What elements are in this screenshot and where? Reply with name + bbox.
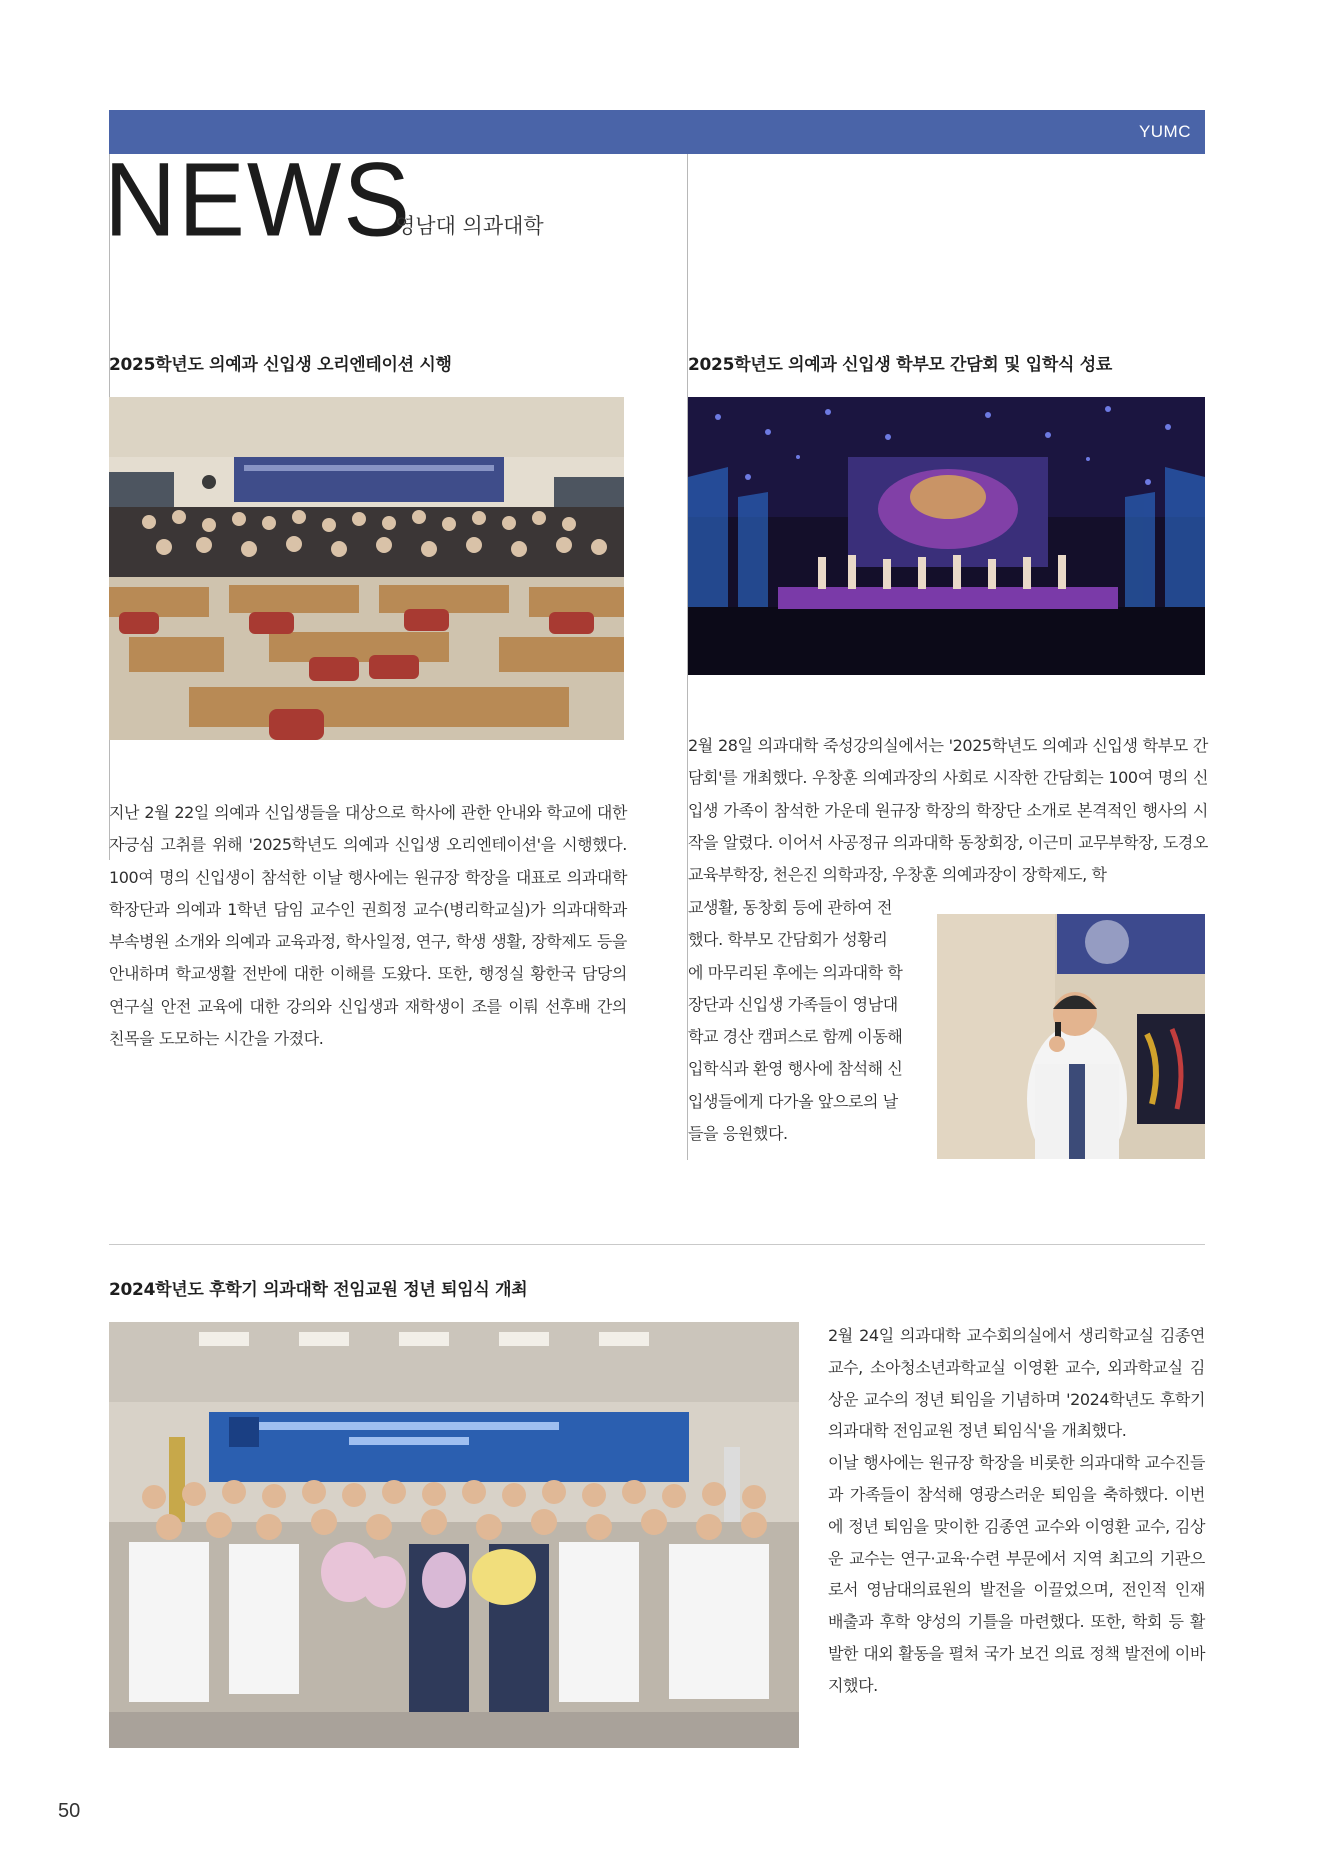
article2-line: 학교 경산 캠퍼스로 함께 이동해 — [688, 1027, 903, 1047]
article1-body: 지난 2월 22일 의예과 신입생들을 대상으로 학사에 관한 안내와 학교에 대한 자긍심 고취를 위해 '2025학년도 의예과 신입생 오리엔테이션'을 시행했다. 100여 명의 신입생이 참석한 이날 행사에는 원규장 학장을 대표로 의과대학 학장단과 의예과 1학년 담임 교수인 권희정 교수(병리학교실)가 의과대학과 부속병원 소개와 의예과 교육과정, 학사일정, 연구, 학생 생활, 장학제도 등을 안내하며 학교생활 전반에 대한 이해를 도왔다. 또한, 행정실 황한국 담당의 연구실 안전 교육에 대한 강의와 신입생과 재학생이 조를 이뤄 선후배 간의 친목을 도모하는 시간을 가졌다. — [109, 803, 627, 1049]
article2-body: 2월 28일 의과대학 죽성강의실에서는 '2025학년도 의예과 신입생 학부모 간담회'를 개최했다. 우창훈 의예과장의 사회로 시작한 간담회는 100여 명의 신입생 가족이 참석한 가운데 원규장 학장의 학장단 소개로 본격적인 행사의 시작을 알렸다. 이어서 사공정규 의과대학 동창회장, 이근미 교무부학장, 도경오 교육부학장, 천은진 의학과장, 우창훈 의예과장이 장학제도, 학 — [688, 736, 1208, 885]
article2-line: 들을 응원했다. — [688, 1124, 788, 1144]
article3-body — [828, 1320, 1205, 1702]
page-number: 50 — [58, 1800, 81, 1822]
speaker-with-microphone-photo — [937, 914, 1205, 1159]
article2-line: 에 마무리된 후에는 의과대학 학 — [688, 962, 903, 982]
article2-body-narrow — [688, 892, 918, 1150]
retirement-group-photo — [109, 1322, 799, 1748]
article2-heading: 2025학년도 의예과 신입생 학부모 간담회 및 입학식 성료 — [688, 355, 1113, 375]
article3-heading: 2024학년도 후학기 의과대학 전임교원 정년 퇴임식 개최 — [109, 1280, 528, 1300]
article2-line: 입생들에게 다가올 앞으로의 날 — [688, 1091, 898, 1111]
article3-paragraph: 이날 행사에는 원규장 학장을 비롯한 의과대학 교수진들과 가족들이 참석해 영광스러운 퇴임을 축하했다. 이번에 정년 퇴임을 맞이한 김종연 교수와 이영환 교수, 김상운 교수는 연구·교육·수련 부문에서 지역 최고의 기관으로서 영남대의료원의 발전을 이끌었으며, 전인적 인재 배출과 후학 양성의 기틀을 마련했다. 또한, 학회 등 활발한 대외 활동을 펼쳐 국가 보건 의료 정책 발전에 이바지했다. — [828, 1453, 1205, 1695]
header-tag: YUMC — [1138, 122, 1191, 141]
article2-line: 했다. 학부모 간담회가 성황리 — [688, 930, 888, 950]
page-title: NEWS — [104, 141, 412, 259]
article2-line: 입학식과 환영 행사에 참석해 신 — [688, 1059, 903, 1079]
section-divider — [109, 1244, 1205, 1245]
article1-heading: 2025학년도 의예과 신입생 오리엔테이션 시행 — [109, 355, 452, 375]
lecture-hall-students-photo — [109, 397, 624, 740]
page-subtitle: 영남대 의과대학 — [395, 214, 544, 238]
article2-line: 교생활, 동창회 등에 관하여 전 — [688, 898, 893, 917]
article3-paragraph: 2월 24일 의과대학 교수회의실에서 생리학교실 김종연 교수, 소아청소년과학교실 이영환 교수, 외과학교실 김상운 교수의 정년 퇴임을 기념하며 '2024학년도 후학기 의과대학 전임교원 정년 퇴임식'을 개최했다. — [828, 1326, 1205, 1441]
concert-stage-photo — [688, 397, 1205, 675]
article2-line: 장단과 신입생 가족들이 영남대 — [688, 994, 898, 1014]
